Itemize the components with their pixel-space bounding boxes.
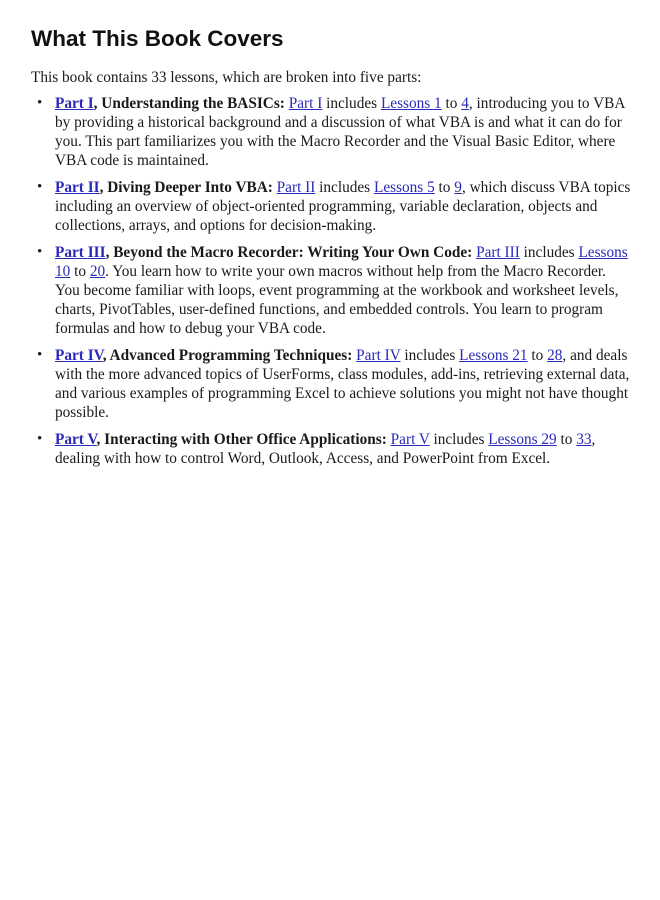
list-item-part-3 xyxy=(31,243,631,338)
bullet-icon: • xyxy=(37,347,43,363)
includes-text: includes xyxy=(429,431,489,448)
part-title: , Advanced Programming Techniques: xyxy=(102,347,353,364)
part-link[interactable]: Part I xyxy=(55,95,94,112)
part-link[interactable]: Part II xyxy=(55,179,100,196)
list-item-part-1 xyxy=(31,94,631,170)
lesson-start-link[interactable]: Lessons 1 xyxy=(380,95,442,112)
parts-list xyxy=(31,94,631,468)
part-heading xyxy=(55,431,387,448)
lesson-end-link[interactable]: 9 xyxy=(454,179,462,196)
lesson-start-link[interactable]: Lessons 29 xyxy=(488,431,557,448)
part-title: , Understanding the BASICs: xyxy=(93,95,285,112)
to-text: to xyxy=(434,179,455,196)
intro-paragraph: This book contains 33 lessons, which are broken into five parts: xyxy=(31,69,422,86)
includes-text: includes xyxy=(519,244,579,261)
to-text: to xyxy=(527,347,548,364)
includes-text: includes xyxy=(315,179,374,196)
part-description: , and deals with the more advanced topics of UserForms, class modules, add-ins, retrieving external data, and various examples of programming Excel to achieve solutions you might not have thought possible. xyxy=(55,347,630,421)
bullet-icon: • xyxy=(37,244,43,260)
part-heading xyxy=(55,95,285,112)
part-description: , dealing with how to control Word, Outlook, Access, and PowerPoint from Excel. xyxy=(55,431,596,467)
part-description: , introducing you to VBA by providing a historical background and a discussion of what VBA is and what it can do for you. This part familiarizes you with the Macro Recorder and the Visual Basic Editor, where VBA code is maintained. xyxy=(55,95,625,169)
lesson-end-link[interactable]: 33 xyxy=(576,431,592,448)
list-item-part-5 xyxy=(31,430,631,468)
part-reference-link[interactable]: Part V xyxy=(390,431,430,448)
part-description: , which discuss VBA topics including an overview of object-oriented programming, variable declaration, objects and collections, arrays, and options for decision-making. xyxy=(55,179,631,234)
part-reference-link[interactable]: Part II xyxy=(276,179,316,196)
lesson-end-link[interactable]: 20 xyxy=(89,263,106,280)
part-reference-link[interactable]: Part IV xyxy=(356,347,401,364)
part-link[interactable]: Part V xyxy=(55,431,97,448)
lesson-end-link[interactable]: 4 xyxy=(461,95,469,112)
part-title: , Interacting with Other Office Applications: xyxy=(96,431,387,448)
lesson-start-link[interactable]: Lessons 5 xyxy=(373,179,435,196)
to-text: to xyxy=(556,431,577,448)
bullet-icon: • xyxy=(37,95,43,111)
includes-text: includes xyxy=(400,347,460,364)
list-item-part-2 xyxy=(31,178,631,235)
page-title: What This Book Covers xyxy=(31,26,284,51)
list-item-part-4 xyxy=(31,346,631,422)
part-link[interactable]: Part III xyxy=(55,244,106,261)
bullet-icon: • xyxy=(37,179,43,195)
includes-text: includes xyxy=(322,95,381,112)
part-heading xyxy=(55,179,273,196)
bullet-icon: • xyxy=(37,431,43,447)
part-heading xyxy=(55,244,472,261)
part-link[interactable]: Part IV xyxy=(55,347,103,364)
part-description: . You learn how to write your own macros without help from the Macro Recorder. You become familiar with loops, event programming at the workbook and worksheet levels, charts, PivotTables, user-defined functions, and embedded controls. You learn to program formulas and how to debug your VBA code. xyxy=(55,263,619,337)
part-title: , Diving Deeper Into VBA: xyxy=(99,179,273,196)
lesson-start-link[interactable]: Lessons 10 xyxy=(55,244,628,280)
part-heading xyxy=(55,347,352,364)
document-page xyxy=(31,24,631,476)
part-reference-link[interactable]: Part I xyxy=(288,95,323,112)
to-text: to xyxy=(441,95,462,112)
lesson-start-link[interactable]: Lessons 21 xyxy=(459,347,528,364)
part-reference-link[interactable]: Part III xyxy=(476,244,520,261)
lesson-end-link[interactable]: 28 xyxy=(547,347,563,364)
part-title: , Beyond the Macro Recorder: Writing Your Own Code: xyxy=(105,244,473,261)
to-text: to xyxy=(70,263,90,280)
